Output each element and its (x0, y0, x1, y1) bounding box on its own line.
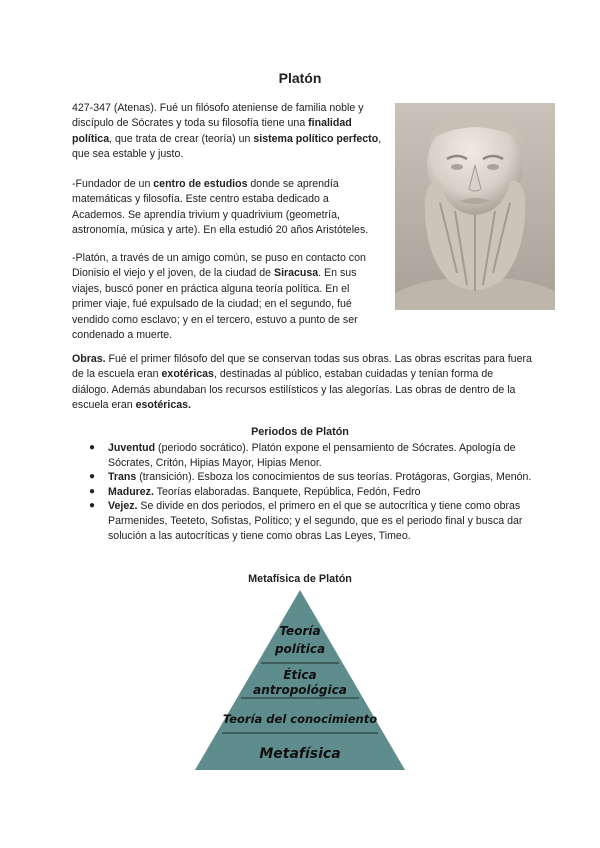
level-ethics-line2: antropológica (253, 683, 347, 697)
intro-text-1: 427-347 (Atenas). Fué un filósofo ateniense de familia noble y discípulo de Sócrates y toda su filosofía tiene una (72, 102, 364, 130)
periods-list (72, 441, 532, 543)
intro-paragraph (72, 101, 382, 163)
intro-text-3: , que sea estable y justo. (72, 132, 382, 161)
level-ethics-line1: Ética (283, 668, 317, 682)
page-title: Platón (278, 70, 322, 86)
travels-text-1: -Platón, a través de un amigo común, se puso en contacto con Dionisio el viejo y el joven, de la ciudad de (72, 252, 366, 280)
list-item (72, 485, 532, 500)
works-paragraph (72, 352, 532, 414)
works-bold-2: exotéricas (161, 368, 214, 381)
bullet-icon: ● (89, 485, 96, 497)
plato-bust-image (395, 103, 555, 310)
periods-heading: Periodos de Platón (251, 426, 349, 438)
period-text: Teorías elaboradas. Banquete, República, Fedón, Fedro (153, 485, 421, 498)
metaphysics-heading: Metafísica de Platón (248, 573, 352, 585)
academy-text-2: donde se aprendía matemáticas y filosofía. Este centro estaba dedicado a Academos. Se aprendía trivium y quadrivium (geometría, astronomía, música y arte). En ella estudió 20 años Aristóteles. (72, 178, 369, 237)
works-text-2: , destinadas al público, estaban cuidadas y tenían forma de diálogo. Además abundaban los recursos estilísticos y las alegorías. Las obras de dentro de la escuela eran (72, 368, 516, 412)
period-name: Madurez. (108, 485, 154, 498)
bullet-icon: ● (89, 500, 96, 512)
period-name: Trans (108, 471, 137, 484)
academy-bold-1: centro de estudios (153, 178, 248, 190)
travels-bold-1: Siracusa (274, 267, 319, 280)
bullet-icon: ● (89, 442, 96, 453)
level-knowledge: Teoría del conocimiento (222, 712, 378, 726)
period-text: (transición). Esboza los conocimientos de sus teorías. Protágoras, Gorgias, Menón. (136, 471, 532, 484)
level-politics-line1: Teoría (279, 624, 321, 638)
period-text: (periodo socrático). Platón expone el pensamiento de Sócrates. Apología de Sócrates, Critón, Hipias Mayor, Hipias Menor. (108, 442, 516, 469)
list-item (72, 470, 532, 485)
period-name: Juventud (108, 442, 156, 454)
bullet-icon: ● (89, 471, 96, 483)
works-bold-3: esotéricas. (135, 399, 191, 412)
intro-bold-1: finalidad política (72, 117, 352, 145)
intro-bold-2: sistema político perfecto (253, 132, 379, 145)
period-text: Se divide en dos periodos, el primero en el que se autocrítica y tiene como obras Parmenides, Teeteto, Sofistas, Político; y el segundo, que es el periodo final y busca dar solución a las autocríticas y tiene como obras Las Leyes, Timeo. (108, 500, 523, 542)
level-metaphysics: Metafísica (259, 746, 341, 762)
academy-paragraph (72, 177, 382, 239)
list-item (72, 499, 532, 543)
metaphysics-pyramid (195, 590, 405, 770)
works-bold-1: Obras. (72, 353, 106, 365)
level-politics-line2: política (274, 642, 326, 656)
travels-text-2: . En sus viajes, buscó poner en práctica alguna teoría política. En el primer viaje, fué expulsado de la ciudad; en el segundo, fué vendido como esclavo; y en el tercero, estuvo a punto de ser condenado a muerte. (72, 267, 358, 342)
academy-text-1: -Fundador de un (72, 178, 154, 190)
travels-paragraph (72, 251, 382, 343)
works-text-1: Fué el primer filósofo del que se conservan todas sus obras. Las obras escritas para fuera de la escuela eran (72, 353, 532, 381)
period-name: Vejez. (108, 500, 138, 513)
list-item (72, 441, 532, 470)
intro-text-2: , que trata de crear (teoría) un (109, 132, 254, 145)
